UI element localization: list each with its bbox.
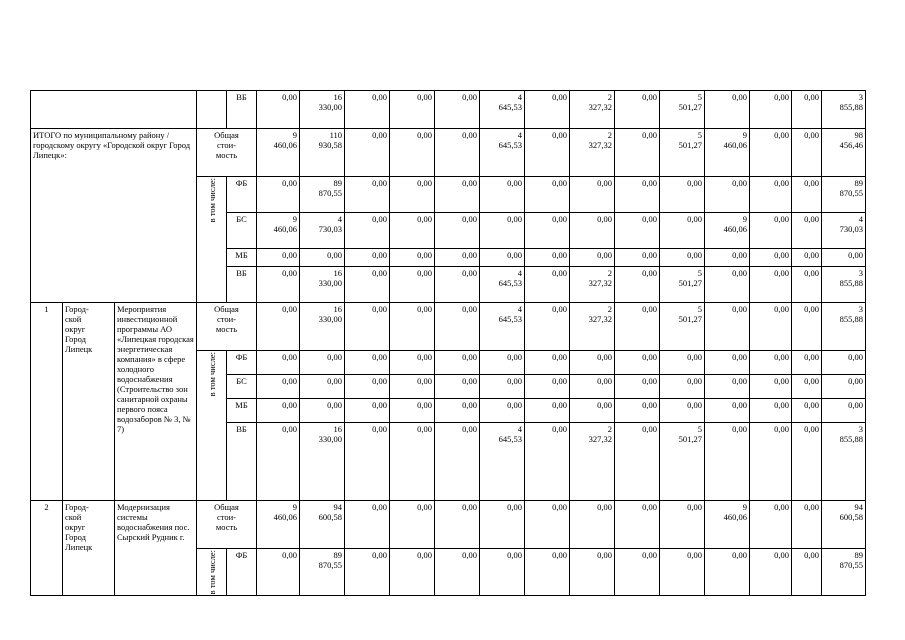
value-cell: 0,00 [705,303,750,351]
row-number: 2 [31,501,63,596]
value-cell: 0,00 [345,549,390,596]
value-cell: 0,00 [615,501,660,549]
value-cell: 0,00 [257,267,300,303]
value-cell: 4 645,53 [480,129,525,177]
value-cell: 0,00 [750,303,792,351]
value-cell: 0,00 [390,501,435,549]
value-cell: 0,00 [822,375,866,399]
value-cell: 0,00 [525,91,570,129]
value-cell: 16 330,00 [300,267,345,303]
value-cell: 0,00 [570,549,615,596]
value-cell: 0,00 [435,351,480,375]
value-cell: 0,00 [792,91,822,129]
municipality: Город- ской округ Город Липецк [63,501,115,596]
value-cell: 0,00 [480,399,525,423]
value-cell: 5 501,27 [660,423,705,501]
value-cell: 0,00 [615,129,660,177]
value-cell: 0,00 [792,549,822,596]
value-cell: 0,00 [750,399,792,423]
value-cell: 3 855,88 [822,267,866,303]
value-cell: 16 330,00 [300,423,345,501]
value-cell: 9 460,06 [257,501,300,549]
value-cell: 0,00 [615,549,660,596]
value-cell: 0,00 [435,501,480,549]
value-cell: 0,00 [390,129,435,177]
value-cell: 0,00 [257,91,300,129]
value-cell: 2 327,32 [570,129,615,177]
value-cell: 0,00 [570,249,615,267]
value-cell: 0,00 [390,351,435,375]
value-cell: 0,00 [570,177,615,213]
value-cell: 0,00 [480,501,525,549]
value-cell: 0,00 [345,351,390,375]
value-cell: 0,00 [750,177,792,213]
value-cell: 0,00 [345,177,390,213]
value-cell: 0,00 [435,177,480,213]
value-cell: 0,00 [345,249,390,267]
value-cell: 0,00 [390,249,435,267]
value-cell: 9 460,06 [257,213,300,249]
value-cell: 16 330,00 [300,91,345,129]
value-cell: 16 330,00 [300,303,345,351]
value-cell: 0,00 [705,91,750,129]
value-cell: 0,00 [660,399,705,423]
value-cell: 0,00 [300,375,345,399]
value-cell: 0,00 [345,303,390,351]
value-cell: 0,00 [705,177,750,213]
value-cell: 0,00 [525,549,570,596]
value-cell: 2 327,32 [570,91,615,129]
value-cell: 0,00 [257,351,300,375]
value-cell: 0,00 [615,267,660,303]
value-cell: 0,00 [480,549,525,596]
value-cell: 0,00 [390,91,435,129]
subsidy-breakdown-label [197,351,227,501]
row-number: 1 [31,303,63,501]
source-code: ФБ [227,351,257,375]
source-code: ВБ [227,91,257,129]
value-cell: 0,00 [525,129,570,177]
value-cell: 0,00 [705,375,750,399]
value-cell: 0,00 [615,375,660,399]
source-code: ФБ [227,177,257,213]
value-cell: 0,00 [480,375,525,399]
value-cell: 0,00 [525,177,570,213]
table-row [31,91,866,129]
value-cell: 0,00 [792,129,822,177]
subsidy-breakdown-label [197,549,227,596]
value-cell: 0,00 [525,303,570,351]
value-cell: 0,00 [435,399,480,423]
table-row [31,501,866,549]
value-cell: 0,00 [750,249,792,267]
value-cell: 0,00 [345,375,390,399]
total-cost-label: Общая стои- мость [197,129,257,177]
value-cell: 0,00 [345,129,390,177]
value-cell: 0,00 [660,549,705,596]
value-cell: 2 327,32 [570,303,615,351]
value-cell: 0,00 [345,213,390,249]
total-cost-label: Общая стои- мость [197,501,257,549]
value-cell: 0,00 [390,303,435,351]
value-cell: 0,00 [300,399,345,423]
value-cell: 0,00 [257,303,300,351]
value-cell: 9 460,06 [705,501,750,549]
value-cell: 0,00 [660,351,705,375]
value-cell: 0,00 [750,501,792,549]
value-cell: 0,00 [570,399,615,423]
value-cell: 0,00 [390,213,435,249]
value-cell: 0,00 [615,423,660,501]
value-cell: 3 855,88 [822,423,866,501]
value-cell: 0,00 [615,351,660,375]
value-cell: 0,00 [792,423,822,501]
value-cell: 0,00 [435,213,480,249]
value-cell: 0,00 [792,399,822,423]
value-cell: 0,00 [705,423,750,501]
value-cell: 0,00 [480,177,525,213]
value-cell: 0,00 [792,303,822,351]
value-cell: 0,00 [792,249,822,267]
value-cell: 0,00 [570,501,615,549]
value-cell: 0,00 [257,423,300,501]
value-cell: 0,00 [435,423,480,501]
value-cell: 0,00 [705,549,750,596]
value-cell: 0,00 [257,399,300,423]
value-cell: 0,00 [435,375,480,399]
value-cell: 0,00 [345,501,390,549]
value-cell: 0,00 [660,177,705,213]
value-cell: 2 327,32 [570,267,615,303]
source-code: ВБ [227,423,257,501]
value-cell: 0,00 [705,351,750,375]
value-cell: 0,00 [390,399,435,423]
value-cell: 4 645,53 [480,303,525,351]
value-cell: 0,00 [435,303,480,351]
value-cell: 0,00 [345,423,390,501]
value-cell: 0,00 [435,129,480,177]
value-cell: 0,00 [660,213,705,249]
value-cell: 9 460,06 [705,129,750,177]
total-cost-label: Общая стои- мость [197,303,257,351]
value-cell: 0,00 [390,267,435,303]
value-cell: 89 870,55 [822,177,866,213]
value-cell: 3 855,88 [822,91,866,129]
value-cell: 0,00 [390,375,435,399]
value-cell: 4 645,53 [480,91,525,129]
source-code: БС [227,213,257,249]
value-cell: 4 730,03 [822,213,866,249]
value-cell: 0,00 [525,399,570,423]
value-cell: 0,00 [525,423,570,501]
value-cell: 0,00 [792,213,822,249]
value-cell: 0,00 [525,213,570,249]
subsidy-breakdown-label [197,177,227,303]
value-cell: 0,00 [750,267,792,303]
value-cell: 0,00 [480,351,525,375]
value-cell: 0,00 [660,249,705,267]
value-cell: 0,00 [792,351,822,375]
value-cell: 0,00 [435,91,480,129]
value-cell: 9 460,06 [257,129,300,177]
value-cell: 0,00 [792,501,822,549]
source-code: ВБ [227,267,257,303]
total-title: ИТОГО по муниципальному району / городскому округу «Городской округ Город Липецк»: [31,129,197,303]
empty-cell [31,91,197,129]
value-cell: 89 870,55 [822,549,866,596]
value-cell: 5 501,27 [660,129,705,177]
value-cell: 0,00 [257,549,300,596]
value-cell: 0,00 [257,375,300,399]
value-cell: 4 730,03 [300,213,345,249]
value-cell: 0,00 [615,91,660,129]
value-cell: 0,00 [750,549,792,596]
value-cell: 0,00 [257,177,300,213]
municipality: Город- ской округ Город Липецк [63,303,115,501]
vertical-label-text: в том числе: [206,550,217,595]
table-row [31,129,866,177]
value-cell: 0,00 [525,249,570,267]
value-cell: 0,00 [750,423,792,501]
source-code: БС [227,375,257,399]
value-cell: 0,00 [705,249,750,267]
value-cell: 0,00 [570,375,615,399]
value-cell: 0,00 [345,399,390,423]
value-cell: 89 870,55 [300,177,345,213]
value-cell: 0,00 [615,399,660,423]
value-cell: 0,00 [390,177,435,213]
value-cell: 3 855,88 [822,303,866,351]
value-cell: 94 600,58 [822,501,866,549]
value-cell: 0,00 [525,267,570,303]
value-cell: 0,00 [390,549,435,596]
value-cell: 0,00 [345,267,390,303]
value-cell: 98 456,46 [822,129,866,177]
value-cell: 0,00 [435,267,480,303]
value-cell: 0,00 [435,549,480,596]
value-cell: 0,00 [750,351,792,375]
value-cell: 0,00 [300,351,345,375]
value-cell: 0,00 [750,213,792,249]
value-cell: 2 327,32 [570,423,615,501]
empty-cell [197,91,227,129]
value-cell: 0,00 [345,91,390,129]
value-cell: 94 600,58 [300,501,345,549]
value-cell: 0,00 [480,249,525,267]
measure-description: Модернизация системы водоснабжения пос. Сырский Рудник г. [115,501,197,596]
value-cell: 0,00 [750,91,792,129]
value-cell: 110 930,58 [300,129,345,177]
value-cell: 0,00 [570,213,615,249]
value-cell: 0,00 [615,213,660,249]
value-cell: 0,00 [390,423,435,501]
value-cell: 0,00 [435,249,480,267]
investment-table [30,90,866,596]
value-cell: 5 501,27 [660,303,705,351]
value-cell: 0,00 [257,249,300,267]
value-cell: 4 645,53 [480,423,525,501]
value-cell: 0,00 [792,267,822,303]
source-code: МБ [227,249,257,267]
value-cell: 9 460,06 [705,213,750,249]
value-cell: 0,00 [525,351,570,375]
vertical-label-text: в том числе: [206,178,217,223]
value-cell: 0,00 [705,267,750,303]
value-cell: 0,00 [300,249,345,267]
value-cell: 0,00 [792,375,822,399]
source-code: МБ [227,399,257,423]
value-cell: 0,00 [660,501,705,549]
value-cell: 0,00 [570,351,615,375]
vertical-label-text: в том числе: [206,352,217,397]
value-cell: 0,00 [750,129,792,177]
value-cell: 0,00 [822,399,866,423]
measure-description: Мероприятия инвестиционной программы АО «Липецкая городская энергетическая компания» в сфере холодного водоснабжения (Строительство зон санитарной охраны первого пояса водозаборов № 3, № 7) [115,303,197,501]
value-cell: 0,00 [525,375,570,399]
table-row [31,303,866,351]
value-cell: 0,00 [525,501,570,549]
value-cell: 0,00 [615,177,660,213]
value-cell: 0,00 [792,177,822,213]
value-cell: 0,00 [822,249,866,267]
value-cell: 0,00 [480,213,525,249]
value-cell: 0,00 [615,303,660,351]
value-cell: 5 501,27 [660,267,705,303]
value-cell: 0,00 [615,249,660,267]
value-cell: 4 645,53 [480,267,525,303]
value-cell: 0,00 [660,375,705,399]
source-code: ФБ [227,549,257,596]
value-cell: 5 501,27 [660,91,705,129]
value-cell: 0,00 [705,399,750,423]
value-cell: 89 870,55 [300,549,345,596]
value-cell: 0,00 [750,375,792,399]
value-cell: 0,00 [822,351,866,375]
